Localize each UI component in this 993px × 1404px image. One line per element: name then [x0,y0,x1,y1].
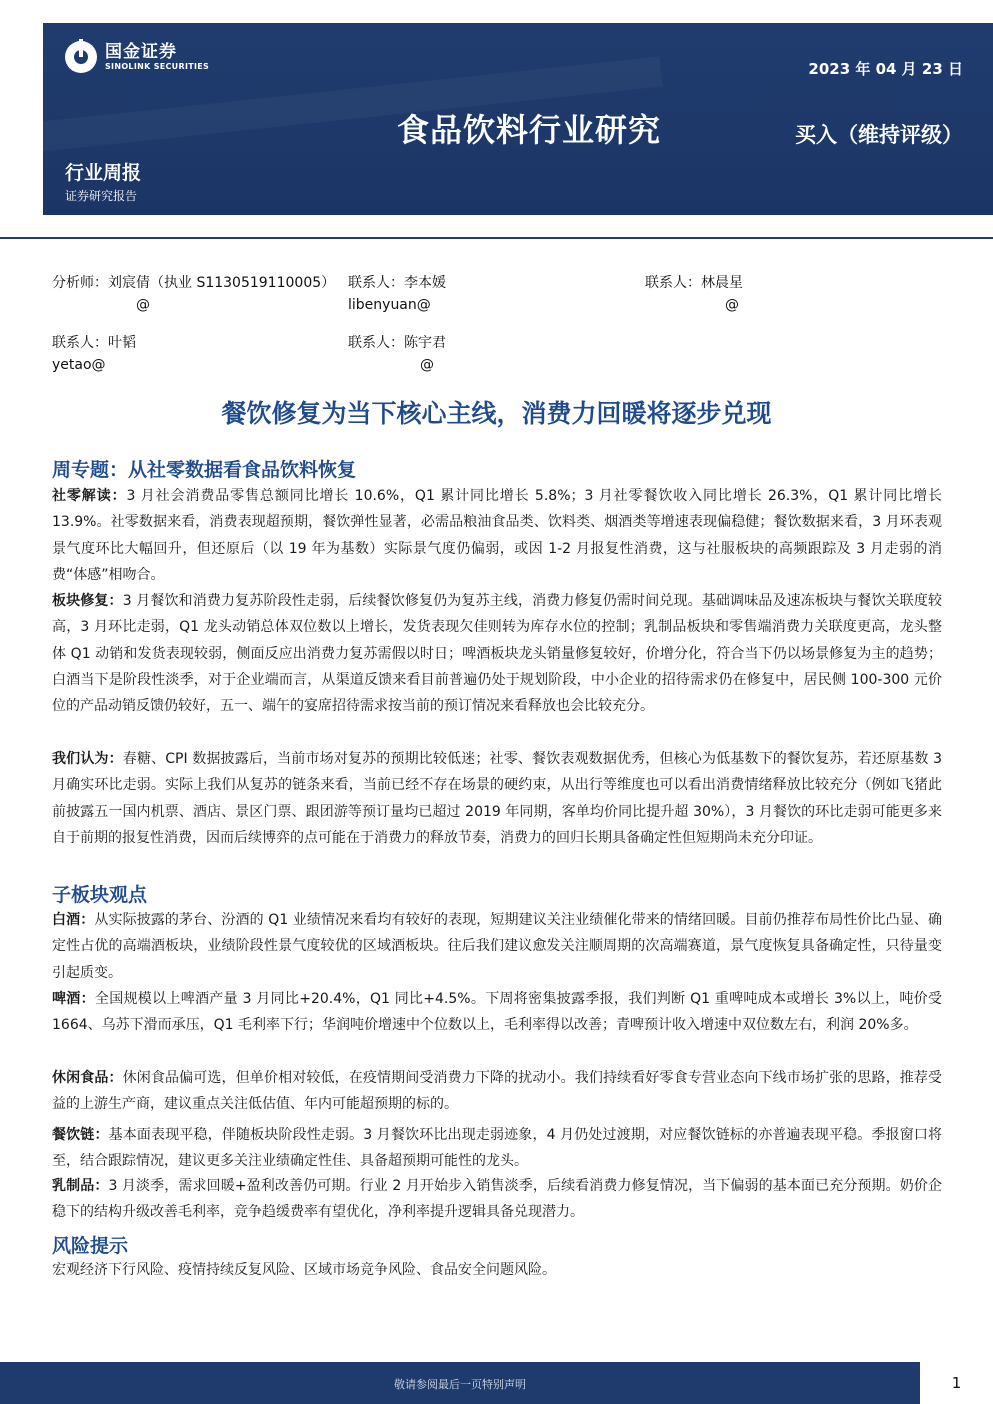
paragraph [52,746,942,851]
paragraph [52,986,942,1039]
paragraph-text: 宏观经济下行风险、疫情持续反复风险、区域市场竞争风险、食品安全问题风险。 [52,1262,556,1278]
paragraph-text: 3 月社会消费品零售总额同比增长 10.6%，Q1 累计同比增长 5.8%；3 月社零餐饮收入同比增长 26.3%，Q1 累计同比增长 13.9%。社零数据来看，消费表现超预期，餐饮弹性显著，必需品粮油食品类、饮料类、烟酒类等增速表现偏稳健；餐饮数据来看，3 月环表观景气度环比大幅回升，但还原后（以 19 年为基数）实际景气度仍偏弱，或因 1-2 月报复性消费，这与社服板块的高频跟踪及 3 月走弱的消费“体感”相吻合。 [52,488,943,583]
section-heading-weekly-topic: 周专题：从社零数据看食品饮料恢复 [52,459,357,481]
paragraph [52,483,942,588]
paragraph-label: 休闲食品： [52,1070,123,1086]
report-type: 行业周报 [65,162,142,184]
company-logo [65,41,209,73]
paragraph-text: 春糖、CPI 数据披露后，当前市场对复苏的预期比较低迷；社零、餐饮表观数据优秀，但核心为低基数下的餐饮复苏，若还原基数 3 月确实环比走弱。实际上我们从复苏的链条来看，当前已经不存在场景的硬约束，从出行等维度也可以看出消费情绪释放比较充分（例如飞猪此前披露五一国内机票、酒店、景区门票、跟团游等预订量均已超过 2019 年同期，客单均价同比提升超 30%），3 月餐饮的环比走弱可能更多来自于前期的报复性消费，因而后续博弈的点可能在于消费力的释放节奏，消费力的回归长期具备确定性但短期尚未充分印证。 [52,751,942,846]
paragraph-label: 板块修复： [52,593,123,609]
industry-title: 食品饮料行业研究 [397,111,662,149]
page-number: 1 [951,1374,962,1392]
logo-name-cn: 国金证券 [105,42,177,62]
paragraph-text: 3 月淡季，需求回暖+盈利改善仍可期。行业 2 月开始步入销售淡季，后续看消费力修复情况，当下偏弱的基本面已充分预期。奶价企稳下的结构升级改善毛利率，竞争趋缓费率有望优化，净利率提升逻辑具备兑现潜力。 [52,1178,942,1221]
paragraph-label: 我们认为： [52,751,123,767]
paragraph-label: 乳制品： [52,1178,109,1194]
header-divider [0,237,993,239]
contact-name: 联系人：李本媛 [348,275,446,291]
paragraph-text: 3 月餐饮和消费力复苏阶段性走弱，后续餐饮修复仍为复苏主线，消费力修复仍需时间兑现。基础调味品及速冻板块与餐饮关联度较高，3 月环比走弱，Q1 龙头动销总体双位数以上增长，发货表现欠佳则转为库存水位的控制；乳制品板块和零售端消费力关联度更高，龙头整体 Q1 动销和发货表现较弱，侧面反应出消费力复苏需假以时日；啤酒板块龙头销量修复较好，价增分化，符合当下仍以场景修复为主的趋势；白酒当下是阶段性淡季，对于企业端而言，从渠道反馈来看目前普遍仍处于规划阶段，中小企业的招待需求仍在修复中，居民侧 100-300 元价位的产品动销反馈仍较好，五一、端午的宴席招待需求按当前的预订情况来看释放也会比较充分。 [52,593,943,715]
contact-3 [645,272,743,316]
report-title: 餐饮修复为当下核心主线，消费力回暖将逐步兑现 [221,399,772,428]
paragraph-label: 餐饮链： [52,1127,109,1143]
report-header [43,23,993,215]
contact-email: @ [420,357,434,373]
analyst-email: @ [136,297,150,313]
paragraph [52,907,942,986]
paragraph [52,1257,942,1283]
report-subtype: 证券研究报告 [65,189,138,203]
contact-4 [52,332,136,376]
paragraph-label: 白酒： [52,912,95,928]
paragraph-label: 啤酒： [52,991,95,1007]
rating-label: 买入（维持评级） [795,123,963,147]
page-number-box [920,1362,993,1404]
paragraph-text: 全国规模以上啤酒产量 3 月同比+20.4%，Q1 同比+4.5%。下周将密集披露季报，我们判断 Q1 重啤吨成本或增长 3%以上，吨价受 1664、乌苏下滑而承压，Q1 毛利率下行；华润吨价增速中个位数以上，毛利率得以改善；青啤预计收入增速中双位数左右，利润 20%多。 [52,991,942,1034]
report-date: 2023 年 04 月 23 日 [808,60,963,78]
contact-name: 联系人：陈宇君 [348,335,446,351]
contact-email: yetao@ [52,357,106,373]
disclaimer-text: 敬请参阅最后一页特别声明 [394,1378,526,1391]
contact-5 [348,332,446,376]
paragraph [52,1065,942,1118]
contact-email: @ [725,297,739,313]
analyst-1 [52,272,335,316]
paragraph-label: 社零解读： [52,488,127,504]
logo-name-en: SINOLINK SECURITIES [105,62,210,71]
contact-2 [348,272,446,316]
contact-name: 联系人：叶韬 [52,335,136,351]
paragraph-text: 休闲食品偏可选，但单价相对较低，在疫情期间受消费力下降的扰动小。我们持续看好零食专营业态向下线市场扩张的思路，推荐受益的上游生产商，建议重点关注低估值、年内可能超预期的标的。 [52,1070,943,1113]
page-footer [0,1362,993,1404]
logo-icon [65,41,97,73]
contact-email: libenyuan@ [348,297,431,313]
paragraph [52,1173,942,1226]
section-heading-risks: 风险提示 [52,1235,129,1257]
paragraph-text: 基本面表现平稳，伴随板块阶段性走弱。3 月餐饮环比出现走弱迹象，4 月仍处过渡期，对应餐饮链标的亦普遍表现平稳。季报窗口将至，结合跟踪情况，建议更多关注业绩确定性佳、具备超预期可能性的龙头。 [52,1127,943,1170]
section-heading-sub-sectors: 子板块观点 [52,884,148,906]
analyst-name: 分析师：刘宸倩（执业 S1130519110005） [52,275,336,291]
paragraph-text: 从实际披露的茅台、汾酒的 Q1 业绩情况来看均有较好的表现，短期建议关注业绩催化带来的情绪回暖。目前仍推荐布局性价比凸显、确定性占优的高端酒板块，业绩阶段性景气度较优的区域酒板块。往后我们建议愈发关注顺周期的次高端赛道，景气度恢复具备确定性，只待量变引起质变。 [52,912,943,981]
paragraph [52,1122,942,1175]
contact-name: 联系人：林晨星 [645,275,743,291]
paragraph [52,588,942,719]
